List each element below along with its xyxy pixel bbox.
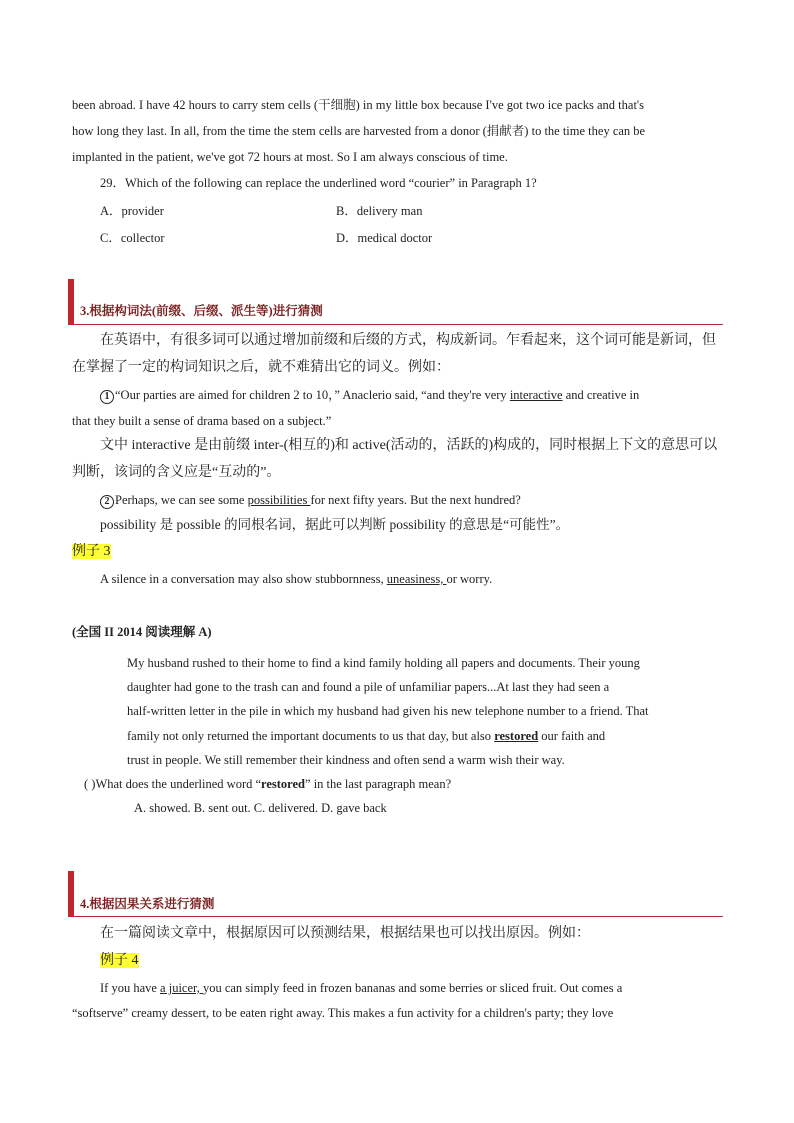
explanation-1: 文中 interactive 是由前缀 inter-(相互的)和 active(活动的，活跃的)构成的，同时根据上下文的意思可以 xyxy=(100,438,718,453)
exam-line: My husband rushed to their home to find a kind family holding all papers and documents. Their young xyxy=(127,656,640,670)
section-4-intro: 在一篇阅读文章中，根据原因可以预测结果，根据结果也可以找出原因。例如： xyxy=(100,926,590,941)
example-1: 1 “Our parties are aimed for children 2 to 10，” Anaclerio said, “and they're very interactive and creative in xyxy=(100,387,639,404)
passage-line: how long they last. In all, from the time the stem cells are harvested from a donor (捐献者) to the time they can be xyxy=(72,124,646,138)
section-3-intro: 在英语中，有很多词可以通过增加前缀和后缀的方式，构成新词。乍看起来，这个词可能是新词，但 xyxy=(100,333,716,348)
underlined-word: a juicer, xyxy=(160,981,203,995)
section-4-title: 4.根据因果关系进行猜测 xyxy=(80,897,215,911)
option-b: B．delivery man xyxy=(336,204,423,218)
section-marker-bar xyxy=(68,871,74,917)
exam-source: (全国 II 2014 阅读理解 A) xyxy=(72,625,212,639)
passage-line: implanted in the patient, we've got 72 hours at most. So I am always conscious of time. xyxy=(72,150,508,164)
circled-number: 2 xyxy=(100,495,114,509)
section-marker-bar xyxy=(68,279,74,325)
exam-line: family not only returned the important documents to us that day, but also restored our faith and xyxy=(127,729,606,743)
exam-question: ( )What does the underlined word “restored” in the last paragraph mean? xyxy=(84,777,452,791)
underlined-word: interactive xyxy=(509,388,563,402)
passage-line: been abroad. I have 42 hours to carry stem cells (干细胞) in my little box because I've got two ice packs and that's xyxy=(72,98,645,112)
circled-number: 1 xyxy=(100,390,114,404)
section-3-intro: 在掌握了一定的构词知识之后，就不难猜出它的词义。例如： xyxy=(72,360,450,375)
example-3: A silence in a conversation may also show stubbornness, uneasiness, or worry. xyxy=(100,572,493,586)
example-1-cont: that they built a sense of drama based on a subject.” xyxy=(72,414,332,428)
section-3-title: 3.根据构词法(前缀、后缀、派生等)进行猜测 xyxy=(80,304,323,318)
example-3-label: 例子 3 xyxy=(72,544,111,559)
underlined-word: restored xyxy=(494,729,539,743)
example-4-label: 例子 4 xyxy=(100,953,139,968)
example-2: 2 Perhaps, we can see some possibilities for next fifty years. But the next hundred? xyxy=(100,492,521,509)
example-4-cont: “softserve” creamy dessert, to be eaten right away. This makes a fun activity for a children's party; they love xyxy=(72,1006,614,1020)
answer-blank[interactable]: ( ) xyxy=(84,777,96,791)
underlined-word: possibilities xyxy=(247,493,311,507)
exam-options: A. showed. B. sent out. C. delivered. D. gave back xyxy=(134,801,387,815)
exam-line: daughter had gone to the trash can and found a pile of unfamiliar papers...At last they had seen a xyxy=(127,680,610,694)
question-29: 29．Which of the following can replace the underlined word “courier” in Paragraph 1? xyxy=(100,176,537,190)
underlined-word: uneasiness, xyxy=(386,572,447,586)
option-c: C．collector xyxy=(100,231,165,245)
option-a: A．provider xyxy=(100,204,164,218)
section-divider xyxy=(68,916,723,917)
section-divider xyxy=(68,324,723,325)
explanation-1-cont: 判断，该词的含义应是“互动的”。 xyxy=(72,465,281,480)
exam-line: half-written letter in the pile in which my husband had given his new telephone number to a friend. That xyxy=(127,704,649,718)
option-d: D．medical doctor xyxy=(336,231,433,245)
example-4: If you have a juicer, you can simply feed in frozen bananas and some berries or sliced fruit. Out comes a xyxy=(100,981,623,995)
exam-line: trust in people. We still remember their kindness and often send a warm wish their way. xyxy=(127,753,565,767)
explanation-2: possibility 是 possible 的同根名词，据此可以判断 possibility 的意思是“可能性”。 xyxy=(100,517,570,532)
